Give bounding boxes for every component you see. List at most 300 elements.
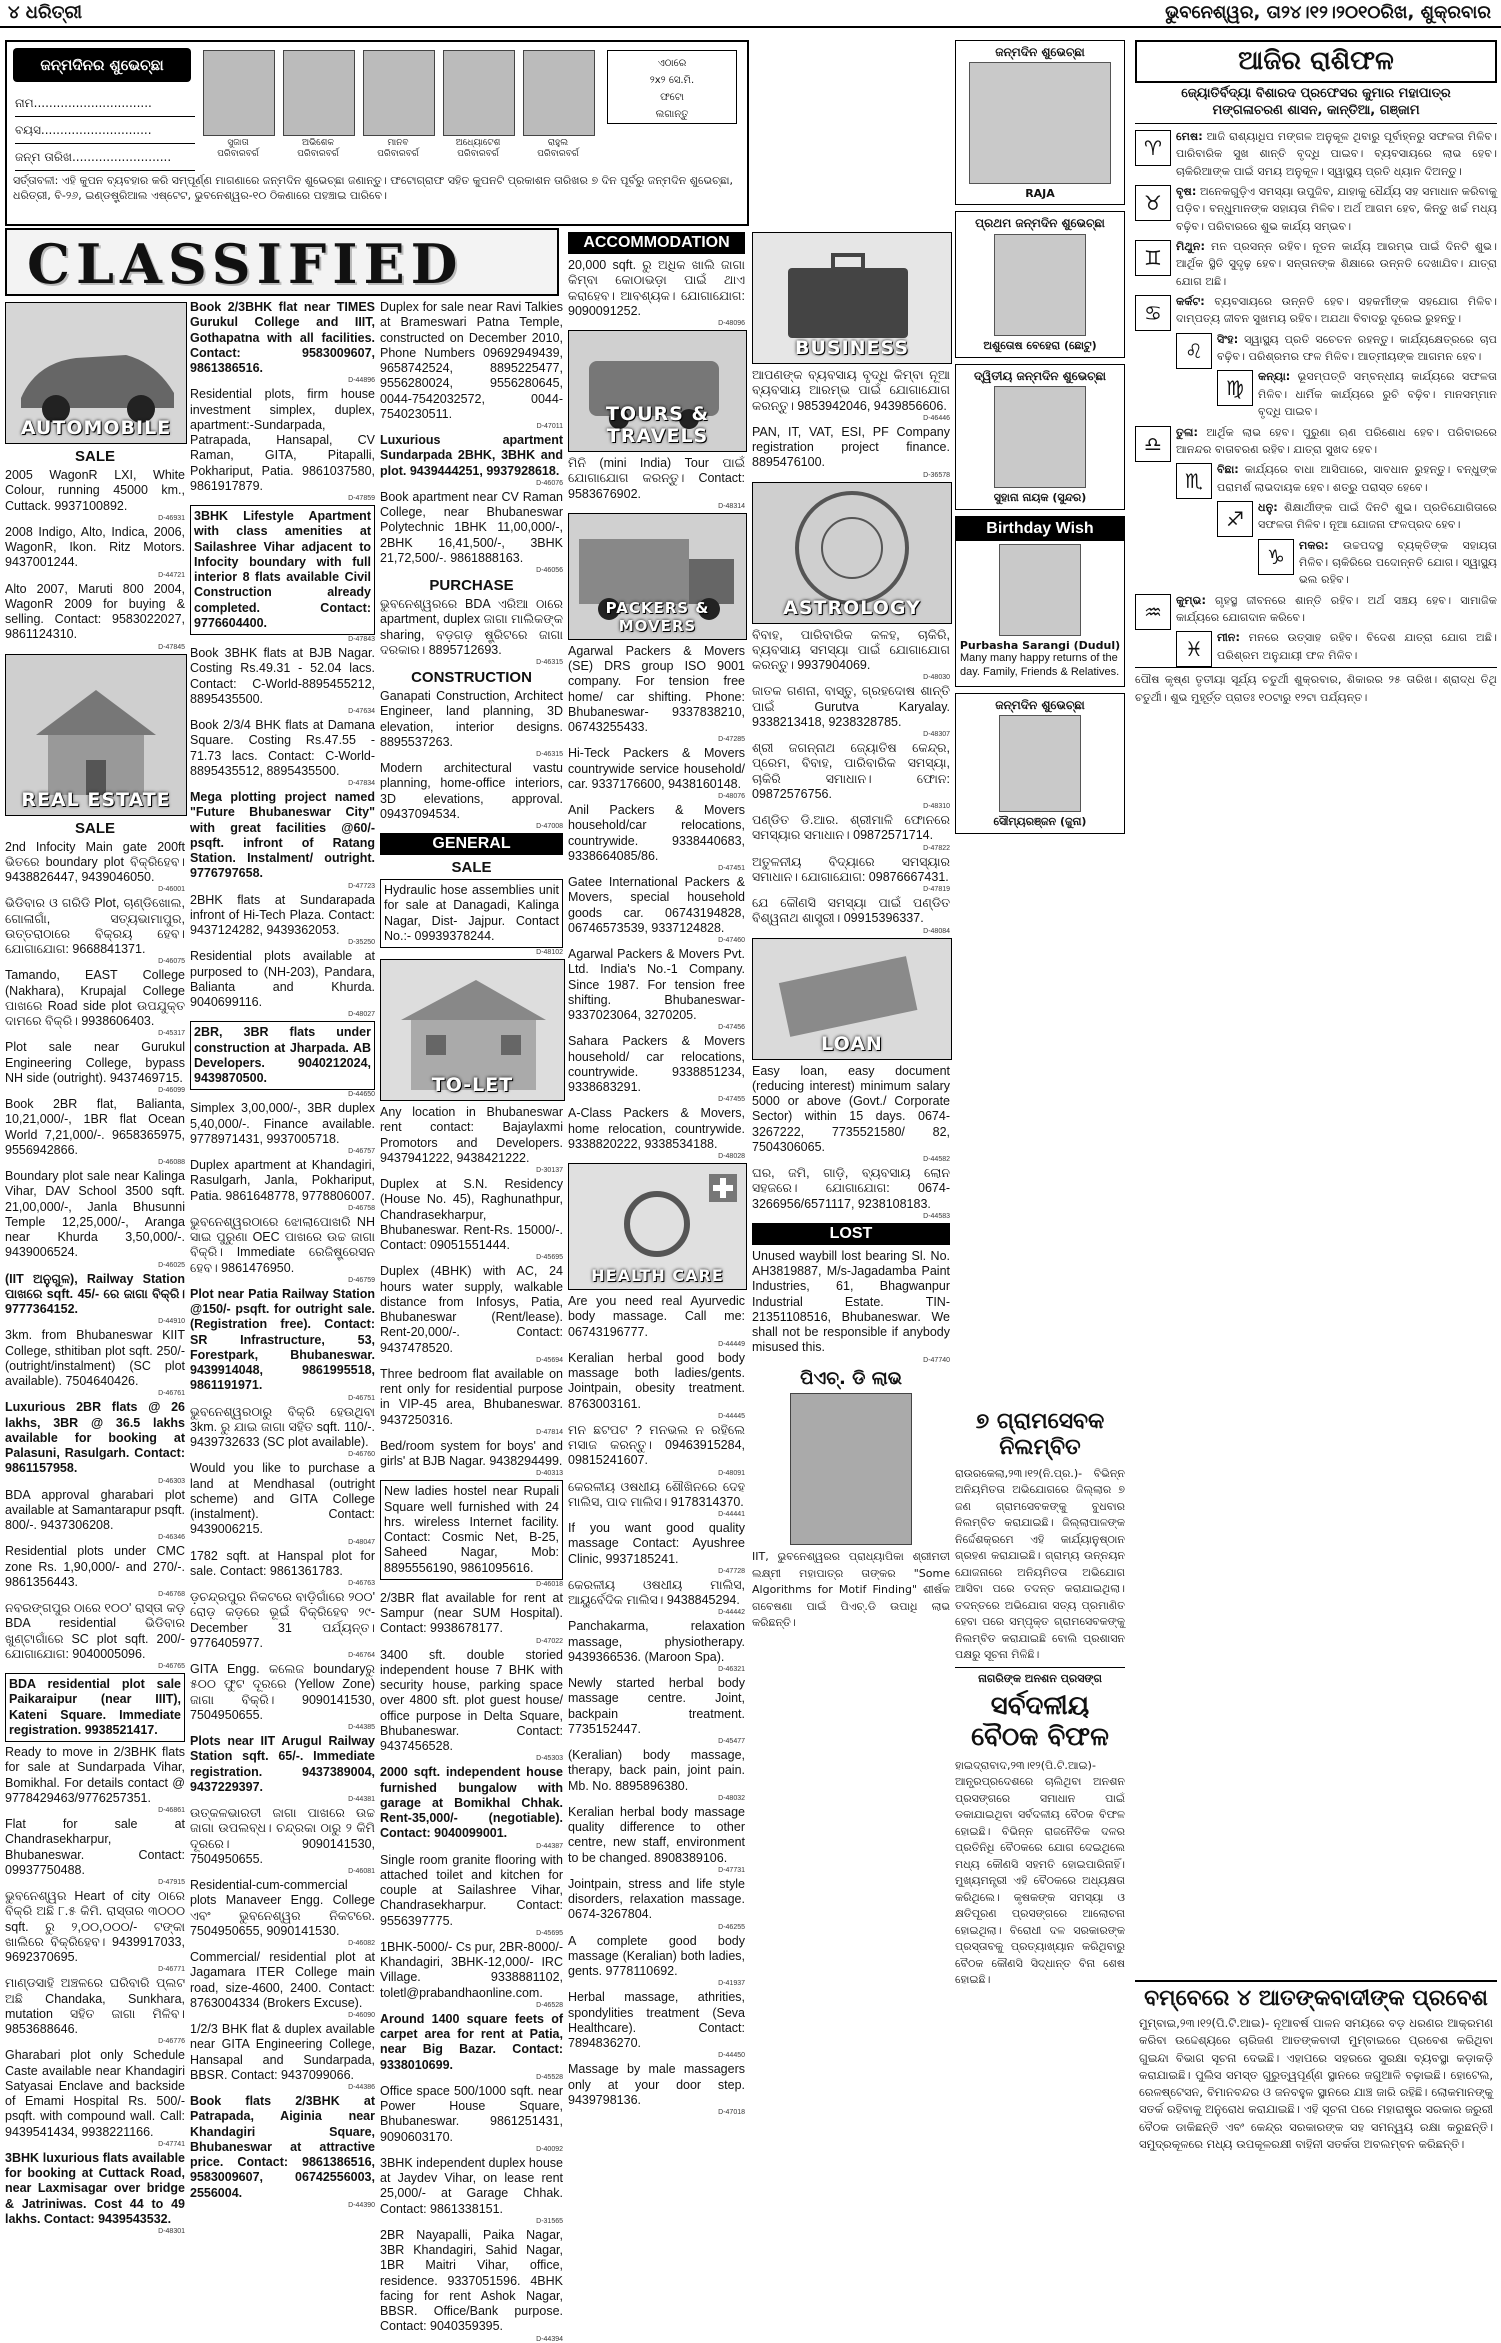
- kid-family: ପରିବାରବର୍ଗ: [537, 148, 579, 159]
- ad-text: 1BHK-5000/- Cs pur, 2BR-8000/- Khandagiri, 3BHK-12,000/- IRC Village. 9338881102, toletl@prabandhaonline.com.: [380, 1939, 563, 2000]
- ad-code: D-44583: [923, 1212, 950, 1220]
- astrology-label: ASTROLOGY: [783, 596, 921, 619]
- ad-text: ପଣ୍ଡିତ ଡି.ଆର. ଶ୍ରୀମାଳି ଫୋନରେ ସମସ୍ୟାର ସମାଧାନ। 09872571714.: [752, 813, 950, 843]
- ad-text: BDA approval gharabari plot available at Samantarapur psqft. 800/-. 9437306208.: [5, 1487, 185, 1532]
- ad-text: Any location in Bhubaneswar rent contact: Bajaylaxmi Promotors and Developers. 9437941222, 9438421222.: [380, 1105, 563, 1165]
- birthday-wish-box: [955, 516, 1125, 687]
- ad-code: D-44394: [536, 2335, 563, 2343]
- ad-code: D-44449: [718, 1340, 745, 1348]
- ad-text: ଜାତକ ଗଣନା, ବାସ୍ତୁ, ଗ୍ରହଦୋଷ ଶାନ୍ତି ପାଇଁ Gurutva Karyalay. 9338213418, 9238328785.: [752, 684, 950, 729]
- horoscope-entry: [1135, 424, 1497, 459]
- ad-code: D-47741: [158, 2140, 185, 2148]
- ad-code: D-46315: [536, 751, 563, 758]
- ad-code: D-45695: [536, 1929, 563, 1937]
- horoscope-text: ଅନେକଗୁଡ଼ିଏ ସମସ୍ୟା ଉପୁଜିବ, ଯାହାକୁ ଧୈର୍ଯ୍ୟ ସହ ସମାଧାନ କରିବାକୁ ପଡ଼ିବ। ବନ୍ଧୁମାନଙ୍କ ସହାୟତା ମିଳିବ। ଅର୍ଥ ଆଗମ ହେବ, କିନ୍ତୁ ଖର୍ଚ୍ଚ ମଧ୍ୟ ବଢ଼ିବ। ପରିବାରରେ ଶୁଭ କାର୍ଯ୍ୟ ସମ୍ଭବ।: [1176, 184, 1498, 233]
- ad-text: PAN, IT, VAT, ESI, PF Company registration project finance. 8895476100.: [752, 424, 950, 470]
- ad-code: D-46056: [536, 567, 563, 574]
- ad-text: ଘର, ଜମି, ଗାଡ଼ି, ବ୍ୟବସାୟ ଲୋନ ସହଜରେ। ଯୋଗାଯୋଗ: 0674-3266956/6571117, 9238108183.: [752, 1166, 950, 1211]
- ad-code: D-31565: [536, 2217, 563, 2225]
- ad-code: D-48028: [718, 1153, 745, 1160]
- ad-code: D-48307: [923, 731, 950, 738]
- kid-photo: [203, 50, 275, 136]
- ad-code: D-45694: [536, 1356, 563, 1364]
- ad-code: D-44450: [718, 2052, 745, 2060]
- birthday-coupon-title: ଜନ୍ମଦିନର ଶୁଭେଚ୍ଛା: [13, 48, 191, 82]
- greeting-second-birthday: [955, 364, 1125, 510]
- ad-text: Duplex apartment at Khandagiri, Rasulgarh, Janla, Pokhariput, Patia. 9861648778, 9778806007.: [190, 1158, 375, 1203]
- ad-text: Unused waybill lost bearing Sl. No. AH3819887, M/s-Jagadamba Paint Industries, 61, Bhagwanpur Industrial Estate. TIN-21351108516, Bhubaneswar. We shall not be responsible if anybody misused this.: [752, 1248, 950, 1355]
- ad-text: ଭୁବନେଶ୍ୱରଠାରେ ଝୋଲାପୋଖରି NH ସାଇ ପୁରୁଣା OEC ପାଖରେ ଉଚ୍ଚ ଜାଗା ବିକ୍ରି। Immediate ରେଜିଷ୍ଟ୍ରେସନ ହେବ। 9861476950.: [190, 1214, 375, 1275]
- ad-text: Herbal massage, athrities, spondylities treatment (Seva Healthcare). Contact: 7894836270.: [568, 1990, 745, 2050]
- horoscope-text: ଉଚ୍ଚପଦସ୍ଥ ବ୍ୟକ୍ତିଙ୍କ ସହାୟତା ମିଳିବ। ଚାକିରିରେ ପଦୋନ୍ନତି ଯୋଗ। ସ୍ୱାସ୍ଥ୍ୟ ଭଲ ରହିବ।: [1299, 538, 1497, 587]
- ad-code: D-48096: [718, 320, 745, 327]
- ad-text: ଭୁବନେଶ୍ୱରରେ BDA ଏରିଆ ଠାରେ apartment, duplex ଜାଗା ମାଲିକଙ୍କ sharing, ବଡ଼ଗଡ଼ ଷ୍ଟ୍ରିଟରେ ଜାଗା ଦରକାର। 8895712693.: [380, 597, 563, 657]
- ad-text: Around 1400 square feets of carpet area for rent at Patia, near Big Bazar. Contact: 9338010699.: [380, 2011, 563, 2072]
- ad-text: Panchakarma, relaxation massage, physiotherapy. 9439366536. (Maroon Spa).: [568, 1619, 745, 1664]
- ad-code: D-48091: [718, 1469, 745, 1477]
- ad-text: Luxurious apartment Sundarpada 2BHK, 3BHK and plot. 9439444251, 9937928618.: [380, 433, 563, 478]
- ad-text: ଭୁବନେଶ୍ୱର Heart of city ଠାରେ ବିକ୍ରି ଅଛି ୮.୫ କିମି. ରାସ୍ତାର ୩୦୦୦ sqft. ରୁ ୨,୦୦,୦୦୦/- ଟଙ୍କା ଖାଲିରେ ବିକ୍ରିହେବ। 9439917033, 9692370695.: [5, 1889, 185, 1964]
- ad-code: D-44896: [348, 377, 375, 385]
- divider: [955, 1667, 1125, 1668]
- kid-caption: [438, 138, 518, 160]
- zodiac-sign-icon: ♑: [1258, 539, 1294, 575]
- story-terror: ମୁମ୍ବାଇ,୨୩।୧୨(ପି.ଟି.ଆଇ)- ନୂଆବର୍ଷ ପାଳନ ସମୟରେ ବଡ଼ ଧରଣର ଆକ୍ରମଣ କରିବା ଉଦ୍ଦେଶ୍ୟରେ ଚାରିଜଣ ଆତଙ୍କବାଦୀ ମୁମ୍ବାଇରେ ପ୍ରବେଶ କରିଥିବା ଗୁଇନ୍ଦା ବିଭାଗ ସୂଚନା ଦେଇଛି। ଏହାପରେ ସହରରେ ସୁରକ୍ଷା ବ୍ୟବସ୍ଥା କଡ଼ାକଡ଼ି କରାଯାଇଛି। ପୁଲିସ ସମସ୍ତ ଗୁରୁତ୍ୱପୂର୍ଣ୍ଣ ସ୍ଥାନରେ ଜଗୁଆଳି ବଢ଼ାଇଛି। ହୋଟେଲ, ରେଳଷ୍ଟେସନ, ବିମାନବନ୍ଦର ଓ ଜନବହୁଳ ସ୍ଥାନରେ ଯାଞ୍ଚ ଜାରି ରହିଛି। ଲୋକମାନଙ୍କୁ ସତର୍କ ରହିବାକୁ ଅନୁରୋଧ କରାଯାଇଛି। ଏହି ସୂଚନା ପରେ ମହାରାଷ୍ଟ୍ର ସରକାର ଜରୁରୀ ବୈଠକ ଡାକିଛନ୍ତି ଏବଂ କେନ୍ଦ୍ର ସରକାରଙ୍କ ସହ ସମନ୍ୱୟ ରକ୍ଷା କରୁଛନ୍ତି। ସମୁଦ୍ରକୂଳରେ ମଧ୍ୟ ଉପକୂଳରକ୍ଷୀ ବାହିନୀ ସତର୍କତା ଅବଲମ୍ବନ କରିଛନ୍ତି।: [1139, 2016, 1493, 2151]
- ad-code: D-46075: [158, 958, 185, 966]
- ad-text: Bed/room system for boys' and girls' at BJB Nagar. 9438294499.: [380, 1438, 563, 1468]
- horoscope-column: [1135, 40, 1497, 1975]
- realestate-ads: [5, 840, 185, 2236]
- kid-family: ପରିବାରବର୍ଗ: [457, 148, 499, 159]
- ad-text: (Keralian) body massage, therapy, back pain, joint pain. Mb. No. 8895896380.: [568, 1748, 745, 1793]
- ad-code: D-46861: [158, 1807, 185, 1814]
- date-line: ଭୁବନେଶ୍ୱର, ତା୨୪।୧୨।୨୦୧୦ରିଖ, ଶୁକ୍ରବାର: [1165, 2, 1491, 23]
- ad-text: Tamando, EAST College (Nakhara), Krupajal College ପାଖରେ Road side plot ଉପଯୁକ୍ତ ଦାମରେ ବିକ୍ରି। 9938606403.: [5, 968, 185, 1028]
- ad-code: D-40313: [536, 1470, 563, 1478]
- ad-text: 3km. from Bhubaneswar KIIT College, sthitiban plot sqft. 250/- (outright/instalment) (SC plot available). 7504640426.: [5, 1328, 185, 1388]
- ad-code: D-46025: [158, 1261, 185, 1269]
- business-image: [752, 232, 952, 364]
- column-business-astrology-loan: [752, 230, 950, 2150]
- ad-text: Simplex 3,00,000/-, 3BR duplex 5,40,000/-. Finance available. 9778971431, 9937005718.: [190, 1101, 375, 1146]
- zodiac-sign-name: ଧନୁ:: [1258, 500, 1278, 514]
- ad-text: 2BHK flats at Sundarapada infront of Hi-Tech Plaza. Contact: 9437124282, 9439362053.: [190, 892, 375, 937]
- loan-label: LOAN: [821, 1032, 883, 1055]
- author-name: ଜ୍ୟୋତିର୍ବିଦ୍ୟା ବିଶାରଦ ପ୍ରଫେସର କୁମାର ମହାପାତ୍ର: [1181, 86, 1451, 101]
- ad-text: Single room granite flooring with attached toilet and kitchen for couple at Sailashree Vihar, Chandrasekharpur. Contact: 9556397775.: [380, 1852, 563, 1928]
- ad-code: D-46088: [158, 1159, 185, 1166]
- ad-text: Luxurious 2BR flats @ 26 lakhs, 3BR @ 36.5 lakhs available for booking at Palasuni, Rasulgarh. Contact: 9861157958.: [5, 1400, 185, 1476]
- ad-text: 2BR, 3BR flats under construction at Jharpada. AB Developers. 9040212024, 9439870500.: [190, 1021, 375, 1090]
- ad-code: D-46758: [348, 1204, 375, 1212]
- ad-text: A-Class Packers & Movers, home relocation, countrywide. 9338820222, 9338534188.: [568, 1106, 745, 1151]
- ad-code: D-45303: [536, 1755, 563, 1763]
- sale-heading: SALE: [74, 448, 115, 465]
- subhead-meeting: ନାଗରିଙ୍କ ଅନଶନ ପ୍ରସଙ୍ଗ: [978, 1671, 1102, 1685]
- ad-code: D-46255: [718, 1923, 745, 1931]
- ad-text: Book flats 2/3BHK at Patrapada, Aiginia near Khandagiri Square, Bhubaneswar at attractive price. Contact: 9861386516, 9583009607, 06742556003, 2556004.: [190, 2094, 375, 2200]
- ad-text: 2BR Nayapalli, Paika Nagar, 3BR Khandagiri, Sahid Nagar, 1BR Maitri Vihar, office, residence. 9337051596. 4BHK facing for rent Ashok Nagar, BBSR. Office/Bank purpose. Contact: 9040359395.: [380, 2227, 563, 2334]
- ad-text: ଡ଼ଚନ୍ଦ୍ରପୁର ନିକଟରେ ବାଡ଼ିଗାଁରେ ୨୦୦' ରୋଡ଼ କଡ଼ରେ ଭୂଇଁ ବିକ୍ରିହେବ ୨୯-December 31 ପର୍ଯ୍ୟନ୍ତ। 9776405977.: [190, 1590, 375, 1650]
- horoscope-text: ମନରେ ଉତ୍ସାହ ରହିବ। ବିଦେଶ ଯାତ୍ରା ଯୋଗ ଅଛି। ପରିଶ୍ରମ ଅନୁଯାୟୀ ଫଳ ମିଳିବ।: [1217, 631, 1497, 662]
- ad-text: Alto 2007, Maruti 800 2004, WagonR 2009 for buying & selling. Contact: 9583022027, 9861124310.: [5, 581, 185, 642]
- ad-code: D-46931: [158, 514, 185, 522]
- horoscope-entry: [1135, 461, 1497, 496]
- ad-code: D-46090: [348, 2012, 375, 2019]
- health-ads: [568, 1294, 745, 2116]
- ad-text: A complete good body massage (Keralian) both ladies, gents. 9778110692.: [568, 1933, 745, 1978]
- ad-text: Book 2/3/4 BHK flats at Damana Square. Costing Rs.47.55 - 71.73 lacs. Contact: C-World-8895435512, 8895435500.: [190, 718, 375, 778]
- ad-code: D-30137: [536, 1167, 563, 1174]
- greeting-raja: [955, 40, 1125, 205]
- ad-code: D-46321: [718, 1666, 745, 1673]
- horoscope-text: ଗୃହସ୍ଥ ଜୀବନରେ ଶାନ୍ତି ରହିବ। ଅର୍ଥ ସଞ୍ଚୟ ହେବ। ସାମାଜିକ କାର୍ଯ୍ୟରେ ଯୋଗଦାନ କରିବେ।: [1176, 593, 1497, 625]
- tolet-label: TO-LET: [431, 1074, 514, 1096]
- ad-text: ମନ ଛଟପଟ ? ମନଭଲ ନ ରହିଲେ ମସାଜ କରନ୍ତୁ। 09463915284, 09815241607.: [568, 1422, 745, 1468]
- child-photo: [969, 62, 1111, 184]
- ad-text: Commercial/ residential plot at Jagamara ITER College main road, size-4600, 2400. Contact: 8763004334 (Brokers Excuse).: [190, 1950, 375, 2010]
- sale-heading: SALE: [74, 819, 115, 837]
- ad-code: D-48027: [348, 1011, 375, 1019]
- ad-text: Ganapati Construction, Architect Engineer, land planning, 3D elevation, interior designs. 8895537263.: [380, 689, 563, 749]
- astrology-ads: [752, 628, 950, 935]
- horoscope-text: ବ୍ୟବସାୟରେ ଉନ୍ନତି ହେବ। ସହକର୍ମୀଙ୍କ ସହଯୋଗ ମିଳିବ। ଦାମ୍ପତ୍ୟ ଜୀବନ ସୁଖମୟ ରହିବ। ଅଯଥା ବିବାଦରୁ ଦୂରେଇ ରୁହନ୍ତୁ।: [1176, 295, 1497, 326]
- headline-terror: ବମ୍ବେରେ ୪ ଆତଙ୍କବାଦୀଙ୍କ ପ୍ରବେଶ: [1144, 1986, 1488, 2011]
- ad-code: D-46099: [158, 1087, 185, 1094]
- ad-text: 2nd Infocity Main gate 200ft ଭିତରେ boundary plot ବିକ୍ରିହେବ। 9438826447, 9439046050.: [5, 839, 185, 884]
- ad-code: D-48076: [718, 793, 745, 800]
- ad-text: GITA Engg. କଲେଜ boundaryରୁ ୫୦୦ ଫୁଟ ଦୂରରେ (Yellow Zone) ଜାଗା ବିକ୍ରି। 9090141530, 7504950655.: [190, 1662, 375, 1722]
- ad-text: ଭୁବନେଶ୍ୱରଠାରୁ ବିକ୍ରି ହେଉଥିବା 3km. ରୁ ଯାଇ ଜାଗା ସହିତ sqft. 110/-. 9439732633 (SC plot available).: [190, 1404, 375, 1449]
- phd-text: IIT, ଭୁବନେଶ୍ୱରର ପ୍ରାଧ୍ୟାପିକା ଶ୍ରୀମତୀ ଲକ୍ଷ୍ମୀ ମହାପାତ୍ର ତାଙ୍କର "Some Algorithms for Motif Finding" ଶୀର୍ଷକ ଗବେଷଣା ପାଇଁ ପିଏଚ୍.ଡି ଉପାଧି ଲାଭ କରିଛନ୍ତି।: [752, 1550, 950, 1630]
- kid-family: ପରିବାରବର୍ଗ: [217, 148, 259, 159]
- ad-code: D-46001: [158, 886, 185, 894]
- ad-text: Residential plots under CMC zone Rs. 1,90,000/- and 270/-. 9861356443.: [5, 1544, 185, 1589]
- ad-code: D-48032: [718, 1794, 745, 1802]
- lost-ads: [752, 1249, 950, 1364]
- business-label: BUSINESS: [794, 337, 910, 359]
- zodiac-sign-name: ବିଛା:: [1217, 463, 1239, 477]
- ad-code: D-47822: [923, 844, 950, 852]
- zodiac-sign-name: ମୀନ:: [1217, 631, 1240, 645]
- ad-code: D-46759: [348, 1276, 375, 1284]
- zodiac-sign-icon: ♓: [1176, 631, 1212, 667]
- ad-code: D-44445: [718, 1412, 745, 1420]
- ad-text: Sahara Packers & Movers household/ car relocations, countrywide. 9338851234, 9338683291.: [568, 1034, 745, 1094]
- ad-text: BDA residential plot sale Paikaraipur (near IIIT), Kateni Square. Immediate registration. 9938521417.: [5, 1673, 185, 1742]
- horoscope-author: [1135, 83, 1497, 124]
- horoscope-entry: [1135, 537, 1497, 589]
- kid-photo: [283, 50, 355, 136]
- ad-code: D-47740: [923, 1356, 950, 1364]
- ad-code: D-47723: [348, 882, 375, 890]
- ad-text: ଭିଡିବାର ଓ ଗରିଡି Plot, ଚାଣ୍ଡିଖୋଲ, ଗୋଳାଗାଁ, ସତ୍ୟଭାମାପୁର, ଉତ୍ତରାଠାରେ ବିକ୍ରୟ ହେବ। ଯୋଗାଯୋଗ: 9668841371.: [5, 896, 185, 956]
- ad-text: ମାଣ୍ଡସାହି ଅଞ୍ଚଳରେ ଘରିବାରି ପ୍ଲଟ ଅଛି Chandaka, Sunkhara, mutation ସହିତ ଜାଗା ମିଳିବ। 9853688646.: [5, 1976, 185, 2036]
- ad-text: Newly started herbal body massage centre. Joint, backpain treatment. 7735152447.: [568, 1676, 745, 1736]
- ad-text: Residential-cum-commercial plots Manaveer Engg. College ଏବଂ ଭୁବନେଶ୍ୱର ନିକଟରେ. 7504950655, 9090141530.: [190, 1878, 375, 1938]
- ad-code: D-45528: [536, 2073, 563, 2081]
- ad-text: Keralian herbal body massage quality difference to other centre, new staff, environment to be changed. 8908389106.: [568, 1804, 745, 1865]
- ad-code: D-46082: [348, 1940, 375, 1947]
- ad-code: D-47843: [348, 636, 375, 643]
- column-purchase-tolet: [380, 300, 563, 2343]
- ad-code: D-44441: [718, 1511, 745, 1518]
- horoscope-text: କାର୍ଯ୍ୟରେ ବାଧା ଆସିପାରେ, ସାବଧାନ ରୁହନ୍ତୁ। ବନ୍ଧୁଙ୍କ ପରାମର୍ଶ ଲାଭଦାୟକ ହେବ। ଶତ୍ରୁ ପରାସ୍ତ ହେବେ।: [1217, 463, 1497, 494]
- ad-code: D-47018: [718, 2109, 745, 2116]
- zodiac-sign-name: ସିଂହ:: [1217, 332, 1239, 346]
- ad-code: D-44650: [348, 1091, 375, 1099]
- greeting-title: ପ୍ରଥମ ଜନ୍ମଦିନ ଶୁଭେଚ୍ଛା: [975, 216, 1105, 231]
- zodiac-sign-icon: ♎: [1135, 426, 1171, 462]
- child-photo: [994, 234, 1086, 336]
- automobile-image: [5, 302, 187, 444]
- ad-code: D-47834: [348, 780, 375, 787]
- ad-code: D-47859: [348, 495, 375, 502]
- phd-title: ପିଏଚ୍. ଡି ଲାଭ: [800, 1367, 902, 1389]
- birthday-wish-title: Birthday Wish: [956, 517, 1124, 541]
- loan-image: [752, 938, 952, 1060]
- horoscope-title: ଆଜିର ରାଶିଫଳ: [1135, 40, 1497, 83]
- horoscope-entry: [1135, 293, 1497, 328]
- ad-code: D-35250: [348, 939, 375, 947]
- column-greetings: [955, 40, 1125, 1400]
- ad-code: D-47285: [718, 736, 745, 744]
- ad-code: D-47456: [718, 1024, 745, 1032]
- field-name: ନାମ...............................: [15, 90, 195, 117]
- zodiac-sign-name: କନ୍ୟା:: [1258, 370, 1291, 384]
- accommodation-heading: ACCOMMODATION: [568, 232, 745, 254]
- construction-ads: [380, 689, 563, 830]
- ad-code: D-46303: [158, 1477, 185, 1485]
- ad-text: Jointpain, stress and life style disorders, relaxation massage. 0674-3267804.: [568, 1876, 745, 1922]
- horoscope-text: ଶିକ୍ଷାର୍ଥୀଙ୍କ ପାଇଁ ଦିନଟି ଶୁଭ। ପ୍ରତିଯୋଗିତାରେ ସଫଳତା ମିଳିବ। ନୂଆ ଯୋଜନା ଫଳପ୍ରଦ ହେବ।: [1258, 500, 1497, 532]
- photo-size-box: ଏଠାରେ ୨x୨ ସେ.ମି. ଫଟୋ ଲଗାନ୍ତୁ: [607, 50, 737, 124]
- tours-ads: [568, 456, 745, 510]
- horoscope-entry: [1135, 368, 1497, 420]
- ad-code: D-47731: [718, 1866, 745, 1874]
- person-photo: [999, 715, 1081, 812]
- column-accommodation-health: [568, 230, 745, 2334]
- birthday-coupon-fields: [15, 90, 195, 171]
- ad-text: 3BHK luxurious flats available for booking at Cuttack Road, near Laxmisagar over bridge & Jatriniwas. Cost 44 to 49 lakhs. Contact: 9439543532.: [5, 2150, 185, 2226]
- ad-code: D-44721: [158, 571, 185, 579]
- tolet-ads: [380, 1105, 563, 2343]
- ad-text: 2008 Indigo, Alto, Indica, 2006, WagonR, Ikon. Ritz Motors. 9437001244.: [5, 524, 185, 570]
- panjika-footer: ପୌଷ କୃଷ୍ଣ ତୃତୀୟା ସୂର୍ଯ୍ୟ ଚତୁର୍ଥୀ ଶୁକ୍ରବାର, ଶିକାରର ୨୫ ତାରିଖ। ଶ୍ରାଦ୍ଧ ତିଥି ଚତୁର୍ଥୀ। ଶୁଭ ମୁହୂର୍ତ୍ତ ପ୍ରାତଃ ୧୦ଟାରୁ ୧୨ଟା ପର୍ଯ୍ୟନ୍ତ।: [1135, 673, 1497, 704]
- horoscope-entry: [1135, 331, 1497, 366]
- zodiac-sign-icon: ♌: [1176, 333, 1212, 369]
- horoscope-text: ଆଜି ରାଶ୍ୟାଧିପ ମଙ୍ଗଳ ଅନୁକୂଳ ଥିବାରୁ ପୂର୍ବାହ୍ନରୁ ସଫଳତା ମିଳିବ। ପାରିବାରିକ ସୁଖ ଶାନ୍ତି ବୃଦ୍ଧି ପାଇବ। ବ୍ୟବସାୟରେ ଲାଭ ହେବ। ଚାକିରିଆଙ୍କ ପାଇଁ ସମୟ ଅନୁକୂଳ। ସ୍ୱାସ୍ଥ୍ୟ ପ୍ରତି ଧ୍ୟାନ ଦିଅନ୍ତୁ।: [1176, 129, 1497, 178]
- ad-text: Residential plots, firm house investment simplex, duplex, apartment:-Sundarpada, Patrapada, Hansapal, CV Raman, GITA, Pitapalli, Pokhariput, Patia. 9861037580, 9861917879.: [190, 387, 375, 493]
- ad-code: D-45477: [718, 1738, 745, 1745]
- kid-caption: [198, 138, 278, 160]
- headline-meeting: ସର୍ବଦଳୀୟ ବୈଠକ ବିଫଳ: [971, 1691, 1109, 1753]
- ad-code: D-47819: [923, 886, 950, 893]
- horoscope-entry: [1135, 128, 1497, 180]
- ad-text: Keralian herbal good body massage both ladies/gents. Jointpain, obesity treatment. 8763003161.: [568, 1350, 745, 1411]
- ad-code: D-46763: [348, 1580, 375, 1587]
- birthday-wish-text: Many many happy returns of the day. Family, Friends & Relatives.: [960, 652, 1120, 678]
- portrait-photo: [790, 1393, 912, 1545]
- general-ads: [380, 879, 563, 956]
- ad-code: D-48102: [536, 949, 563, 956]
- column-automobile-realestate: [5, 300, 185, 2334]
- loan-ads: [752, 1064, 950, 1220]
- ad-text: Gharabari plot only Schedule Caste available near Khandagiri Satyasai Enclave and backside of Emami Hospital Rs. 500/- psqft. with compound wall. Call: 9439541434, 9938221166.: [5, 2048, 185, 2139]
- ad-code: D-47460: [718, 937, 745, 944]
- ad-code: D-46771: [158, 1966, 185, 1974]
- ad-code: D-46761: [158, 1390, 185, 1398]
- ad-code: D-46760: [348, 1451, 375, 1459]
- ad-code: D-46764: [348, 1652, 375, 1659]
- ad-code: D-46776: [158, 2038, 185, 2046]
- horoscope-text: ମନ ପ୍ରସନ୍ନ ରହିବ। ନୂତନ କାର୍ଯ୍ୟ ଆରମ୍ଭ ପାଇଁ ଦିନଟି ଶୁଭ। ଆର୍ଥିକ ସ୍ଥିତି ସୁଦୃଢ଼ ହେବ। ସନ୍ତାନଙ୍କ ଶିକ୍ଷାରେ ଉନ୍ନତି ଦେଖାଯିବ। ଯାତ୍ରା ଯୋଗ ଅଛି।: [1176, 239, 1497, 288]
- terror-news: [1135, 1980, 1497, 2336]
- ad-text: Hydraulic hose assemblies unit for sale at Danagadi, Kalinga Nagar, Dist- Jajpur. Contact No.:- 09939378244.: [380, 879, 563, 948]
- ad-code: D-48084: [923, 927, 950, 935]
- kid-family: ପରିବାରବର୍ଗ: [297, 148, 339, 159]
- zodiac-sign-icon: ♈: [1135, 130, 1171, 166]
- general-heading: GENERAL: [380, 833, 563, 855]
- ad-text: Flat for sale at Chandrasekharpur, Bhubaneswar. Contact: 09937750488.: [5, 1817, 185, 1877]
- purchase-ads: [380, 597, 563, 666]
- health-image: [568, 1163, 747, 1290]
- horoscope-entry: [1135, 629, 1497, 664]
- ad-text: Modern architectural vastu planning, home-office interiors, 3D elevations, approval. 09437094534.: [380, 761, 563, 821]
- packers-label: PACKERS & MOVERS: [605, 598, 710, 635]
- zodiac-sign-name: ମେଷ:: [1176, 129, 1203, 143]
- ad-text: 2000 sqft. independent house furnished bungalow with garage at Bomikhal Chhak. Rent-35,000/- (negotiable). Contact: 9040099001.: [380, 1765, 563, 1841]
- zodiac-sign-name: ତୁଳା:: [1176, 425, 1198, 439]
- ad-code: D-47915: [158, 1879, 185, 1886]
- ad-text: 3BHK independent duplex house at Jaydev Vihar, on lease rent 25,000/- at Garage Chhak. Contact: 9861338151.: [380, 2155, 563, 2216]
- ad-text: Book 2/3BHK flat near TIMES Gurukul College and IIIT, Gothapatna with all facilities. Contact: 9583009607, 9861386516.: [190, 300, 375, 375]
- greeting-name: ସୌମ୍ୟରଞ୍ଜନ (ଜୁନା): [993, 815, 1087, 829]
- zodiac-sign-icon: ♉: [1135, 185, 1171, 221]
- ad-text: Anil Packers & Movers household/car relocations, countrywide. 9338440683, 9338664085/86.: [568, 803, 745, 863]
- birthday-coupon: [5, 40, 749, 226]
- automobile-label: AUTOMOBILE: [20, 417, 172, 439]
- ad-text: 1/2/3 BHK flat & duplex available near GITA Engineering College, Hansapal and Sundarpada, BBSR. Contact: 9437099066.: [190, 2022, 375, 2082]
- lost-heading: LOST: [752, 1223, 950, 1245]
- kid-caption: [278, 138, 358, 160]
- ad-code: D-47455: [718, 1096, 745, 1104]
- ad-text: କେରଳୀୟ ଓଷଧୀୟ ମାଲିସ, ଆୟୁର୍ବେଦିକ ମାଲିସ। 9438845294.: [568, 1577, 745, 1607]
- greeting-title: ଦ୍ୱିତୀୟ ଜନ୍ମଦିନ ଶୁଭେଚ୍ଛା: [973, 368, 1107, 383]
- kid-name: ରାହୁଲ: [547, 138, 569, 148]
- ad-code: D-44582: [923, 1156, 950, 1163]
- zodiac-sign-icon: ♏: [1176, 463, 1212, 499]
- author-address: ମଙ୍ଗଳାଚରଣ ଶାସନ, କାନ୍ତିଆ, ଗଞ୍ଜାମ: [1212, 102, 1420, 118]
- ad-code: D-36578: [923, 471, 950, 479]
- greeting-name: RAJA: [1025, 187, 1055, 201]
- greeting-junu: [955, 693, 1125, 834]
- ad-code: D-47845: [158, 643, 185, 651]
- ad-code: D-46757: [348, 1148, 375, 1155]
- ad-text: (IIT ଅନୁଗୁଳ), Railway Station ପାଖରେ sqft. 45/- ରେ ଜାଗା ବିକ୍ରି। 9777364152.: [5, 1271, 185, 1316]
- zodiac-sign-icon: ♍: [1217, 370, 1253, 406]
- ad-code: D-46018: [536, 1580, 563, 1588]
- tours-label: TOURS & TRAVELS: [605, 403, 710, 447]
- ad-text: New ladies hostel near Rupali Square well furnished with 24 hrs. wireless Internet facility. Contact: Cosmic Net, B-25, Saheed Nagar, Mob: 8895556190, 9861095616.: [380, 1480, 563, 1580]
- ad-code: D-48314: [718, 502, 745, 510]
- ad-text: 3BHK Lifestyle Apartment with class amenities at Sailashree Vihar adjacent to Infocity boundary with full interior 8 flats available Civil Construction already completed. Contact: 9776604400.: [190, 505, 375, 635]
- ad-text: Are you need real Ayurvedic body massage. Call me: 06743196777.: [568, 1294, 745, 1339]
- kid-photo: [523, 50, 595, 136]
- ad-text: 2005 WagonR LXI, White Colour, running 45000 km., Cuttack. 9937100892.: [5, 468, 185, 513]
- ad-text: If you want good quality massage Contact: Ayushree Clinic, 9937185241.: [568, 1521, 745, 1566]
- sale-heading: SALE: [451, 859, 492, 876]
- ad-text: Book apartment near CV Raman College, near Bhubaneswar Polytechnic 1BHK 11,00,000/-, 2BHK 16,41,500/-, 3BHK 21,72,500/-. 9861888163.: [380, 489, 563, 565]
- ad-code: D-46076: [536, 479, 563, 487]
- horoscope-entry: [1135, 183, 1497, 235]
- ad-text: Boundary plot sale near Kalinga Vihar, DAV School 3500 sqft. 21,00,000/-, Janla Bhusunni Temple 12,25,000/-, Aranga near Khurda 3,50,000/-. 9439006524.: [5, 1169, 185, 1260]
- ad-code: D-46768: [158, 1591, 185, 1598]
- ad-code: D-41937: [718, 1980, 745, 1988]
- ad-code: D-46528: [536, 2001, 563, 2009]
- page-number: ୪ ଧରିତ୍ରୀ: [8, 2, 83, 23]
- greeting-title: ଜନ୍ମଦିନ ଶୁଭେଚ୍ଛା: [995, 697, 1085, 712]
- ad-code: D-45317: [158, 1030, 185, 1038]
- ad-code: D-46346: [158, 1534, 185, 1542]
- ad-text: Book 3BHK flats at BJB Nagar. Costing Rs.49.31 - 52.04 lacs. Contact: C-World-8895455212, 8895435500.: [190, 646, 375, 706]
- tours-image: [568, 330, 747, 452]
- realestate-label: REAL ESTATE: [21, 788, 171, 811]
- horoscope-entry: [1135, 499, 1497, 534]
- ad-code: D-47814: [536, 1428, 563, 1436]
- ad-text: 3400 sft. double storied independent house 7 BHK with security house, parking space over 4800 sft. plot guest house/ office purpose in Delta Square, Bhubaneswar. Contact: 9437456528.: [380, 1647, 563, 1753]
- ad-text: ଉତ୍କଳଭାରତୀ ଜାଗା ପାଖରେ ଉଚ୍ଚ ଜାଗା ଉପଲବ୍ଧ। ଚନ୍ଦ୍ରକା ଠାରୁ ୨ କିମି ଦୂରରେ। 9090141530, 7504950655.: [190, 1806, 375, 1866]
- ad-code: D-46315: [536, 659, 563, 666]
- health-label: HEALTH CARE: [591, 1266, 724, 1285]
- ad-code: D-46765: [158, 1663, 185, 1670]
- zodiac-sign-icon: ♐: [1217, 501, 1253, 537]
- ad-text: ବିବାହ, ପାରିବାରିକ କଳହ, ଚାକିରି, ବ୍ୟବସାୟ ସମସ୍ୟା ପାଇଁ ଯୋଗାଯୋଗ କରନ୍ତୁ। 9937904069.: [752, 627, 950, 672]
- greeting-first-birthday: [955, 211, 1125, 357]
- ad-text: Plot sale near Gurukul Engineering College, bypass NH side (outright). 9437469715.: [5, 1040, 185, 1085]
- ad-text: Office space 500/1000 sqft. near Power House Square, Bhubaneswar. 9861251431, 9090603170.: [380, 2083, 563, 2144]
- child-photo: [994, 386, 1086, 488]
- horoscope-text: ସ୍ୱାସ୍ଥ୍ୟ ପ୍ରତି ସଚେତନ ରହନ୍ତୁ। କାର୍ଯ୍ୟକ୍ଷେତ୍ରରେ ଚାପ ବଢ଼ିବ। ପରିଶ୍ରମର ଫଳ ମିଳିବ। ଆତ୍ମୀୟଙ୍କ ଆଗମନ ହେବ।: [1217, 332, 1497, 364]
- ad-code: D-40092: [536, 2145, 563, 2153]
- purchase-heading: PURCHASE: [429, 577, 514, 594]
- packers-ads: [568, 644, 745, 1160]
- ad-text: 1782 sqft. at Hanspal plot for sale. Contact: 9861361783.: [190, 1548, 375, 1578]
- packers-image: [568, 513, 747, 640]
- ad-text: Duplex (4BHK) with AC, 24 hours water supply, walkable distance from Infosys, Patia, Bhubaneswar (Rent/lease). Rent-20,000/-. Contact: 9437478520.: [380, 1264, 563, 1355]
- horoscope-text: ଭୂସମ୍ପତ୍ତି ସମ୍ବନ୍ଧୀୟ କାର୍ଯ୍ୟରେ ସଫଳତା ମିଳିବ। ଧାର୍ମିକ କାର୍ଯ୍ୟରେ ରୁଚି ବଢ଼ିବ। ମାନସମ୍ମାନ ବୃଦ୍ଧି ପାଇବ।: [1258, 370, 1497, 419]
- realestate-image: [5, 654, 187, 816]
- story-meeting: ହାଇଦ୍ରାବାଦ,୨୩।୧୨(ପି.ଟି.ଆଇ)- ଆନ୍ଧ୍ରପ୍ରଦେଶରେ ଚାଲିଥିବା ଅନଶନ ପ୍ରସଙ୍ଗରେ ସମାଧାନ ପାଇଁ ଡକାଯାଇଥିବା ସର୍ବଦଳୀୟ ବୈଠକ ବିଫଳ ହୋଇଛି। ବିଭିନ୍ନ ରାଜନୈତିକ ଦଳର ପ୍ରତିନିଧି ବୈଠକରେ ଯୋଗ ଦେଇଥିଲେ ମଧ୍ୟ କୌଣସି ସହମତି ହୋଇପାରିନାହିଁ। ମୁଖ୍ୟମନ୍ତ୍ରୀ ଏହି ବୈଠକରେ ଅଧ୍ୟକ୍ଷତା କରିଥିଲେ। କୃଷକଙ୍କ ସମସ୍ୟା ଓ କ୍ଷତିପୂରଣ ପ୍ରସଙ୍ଗରେ ଆଲୋଚନା ହୋଇଥିଲା। ବିରୋଧୀ ଦଳ ସରକାରଙ୍କ ପ୍ରସ୍ତାବକୁ ପ୍ରତ୍ୟାଖ୍ୟାନ କରିଥିବାରୁ ବୈଠକ କୌଣସି ସିଦ୍ଧାନ୍ତ ବିନା ଶେଷ ହୋଇଛି।: [955, 1758, 1125, 1987]
- horoscope-entry: [1135, 238, 1497, 290]
- kid-photo: [363, 50, 435, 136]
- business-ads: [752, 368, 950, 479]
- ad-code: D-44386: [348, 2084, 375, 2091]
- ad-code: D-47634: [348, 708, 375, 715]
- story-village: ରାଉରକେଲା,୨୩।୧୨(ନି.ପ୍ର.)- ବିଭିନ୍ନ ଅନିୟମିତତା ଅଭିଯୋଗରେ ଜିଲ୍ଲାର ୭ ଜଣ ଗ୍ରାମସେବକଙ୍କୁ ବୁଧବାର ନିଲମ୍ବିତ କରାଯାଇଛି। ଜିଲ୍ଲାପାଳଙ୍କ ନିର୍ଦ୍ଦେଶକ୍ରମେ ଏହି କାର୍ଯ୍ୟାନୁଷ୍ଠାନ ଗ୍ରହଣ କରାଯାଇଛି। ଗ୍ରାମ୍ୟ ଉନ୍ନୟନ ଯୋଜନାରେ ଅନିୟମିତତା ଅଭିଯୋଗ ଆସିବା ପରେ ତଦନ୍ତ କରାଯାଇଥିଲା। ତଦନ୍ତରେ ଅଭିଯୋଗ ସତ୍ୟ ପ୍ରମାଣିତ ହେବା ପରେ ସମ୍ପୃକ୍ତ ଗ୍ରାମସେବକଙ୍କୁ ନିଲମ୍ବିତ କରାଯାଇଛି ବୋଲି ପ୍ରଶାସନ ପକ୍ଷରୁ ସୂଚନା ମିଳିଛି।: [955, 1466, 1125, 1662]
- ad-code: D-46446: [923, 414, 950, 422]
- tolet-image: [380, 959, 565, 1101]
- zodiac-sign-name: ମିଥୁନ:: [1176, 239, 1205, 253]
- column-realestate-continued: [190, 300, 375, 2334]
- field-dob: ଜନ୍ମ ତାରିଖ..........................: [15, 144, 195, 171]
- duplex-ads: [380, 300, 563, 574]
- kid-name: ମାନବ: [387, 138, 409, 148]
- greeting-title: ଜନ୍ମଦିନ ଶୁଭେଚ୍ଛା: [995, 45, 1085, 59]
- field-age: ବୟସ.............................: [15, 117, 195, 144]
- ad-code: D-48047: [348, 1538, 375, 1546]
- ad-code: D-44910: [158, 1318, 185, 1326]
